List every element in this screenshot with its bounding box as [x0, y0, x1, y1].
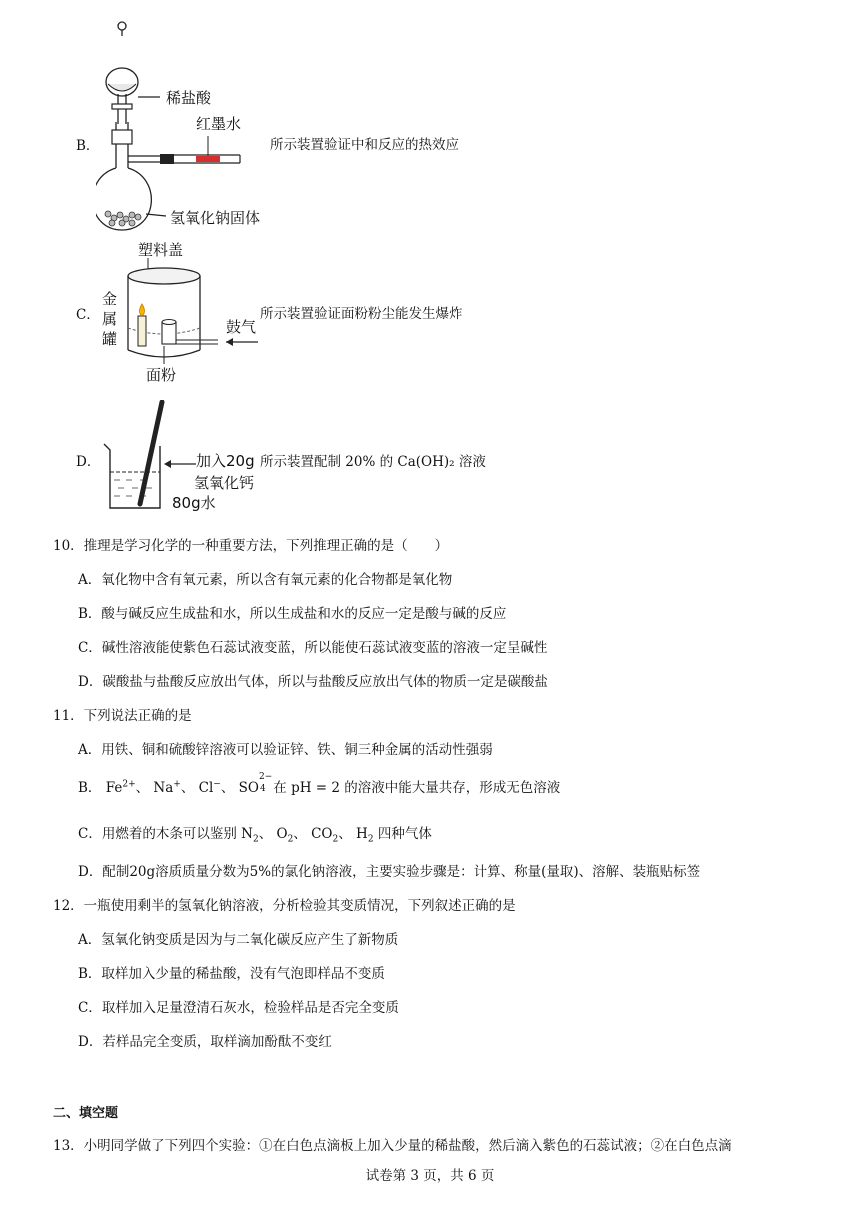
separatory-funnel — [106, 68, 138, 96]
flask-apparatus-diagram — [96, 18, 286, 232]
q10-option-c: C．碱性溶液能使紫色石蕊试液变蓝，所以能使石蕊试液变蓝的溶液一定呈碱性 — [78, 640, 548, 656]
option-c-text: 所示装置验证面粉粉尘能发生爆炸 — [260, 306, 463, 322]
q11-stem: 11．下列说法正确的是 — [53, 708, 192, 724]
q11-option-d: D．配制20g溶质质量分数为5%的氯化钠溶液，主要实验步骤是：计算、称量(量取)、溶解、装瓶贴标签 — [78, 864, 701, 880]
q12-option-d: D．若样品完全变质，取样滴加酚酞不变红 — [78, 1034, 332, 1050]
plastic-lid — [128, 268, 200, 284]
label-dilute-hcl: 稀盐酸 — [166, 89, 212, 107]
option-d-text: 所示装置配制 20% 的 Ca(OH)₂ 溶液 — [260, 454, 486, 470]
label-blow-air: 鼓气 — [226, 318, 257, 336]
q10-stem: 10．推理是学习化学的一种重要方法，下列推理正确的是（ ） — [53, 538, 449, 554]
label-calcium-hydroxide: 氢氧化钙 — [194, 474, 255, 492]
q10-option-b: B．酸与碱反应生成盐和水，所以生成盐和水的反应一定是酸与碱的反应 — [78, 606, 507, 622]
label-metal-can-3: 罐 — [102, 330, 118, 348]
glass-rod — [140, 402, 162, 504]
q12-option-b: B．取样加入少量的稀盐酸，没有气泡即样品不变质 — [78, 966, 385, 982]
section-title: 二、填空题 — [53, 1106, 119, 1121]
option-b-text: 所示装置验证中和反应的热效应 — [270, 137, 459, 153]
label-plastic-lid: 塑料盖 — [138, 241, 184, 259]
q10-option-a: A．氧化物中含有氧元素，所以含有氧元素的化合物都是氧化物 — [78, 572, 453, 588]
q13-stem: 13．小明同学做了下列四个实验：①在白色点滴板上加入少量的稀盐酸，然后滴入紫色的石蕊试液；②在白色点滴 — [53, 1138, 732, 1154]
red-ink-drop — [196, 156, 220, 162]
option-c-letter: C． — [76, 307, 100, 323]
q11-option-b: B． $Fe^{2+}$、 Na+、 Cl−、 SO 2− 4 在 pH = 2 的溶液中能大量共存，形成无色溶液 — [78, 772, 561, 796]
q11-option-a: A．用铁、铜和硫酸锌溶液可以验证锌、铁、铜三种金属的活动性强弱 — [78, 742, 493, 758]
label-80g-water: 80g水 — [172, 494, 216, 512]
label-red-ink: 红墨水 — [196, 115, 242, 133]
label-add-20g: 加入20g — [196, 452, 255, 470]
page-footer: 试卷第 3 页，共 6 页 — [365, 1168, 495, 1184]
option-b-letter: B． — [76, 138, 100, 154]
metal-can-diagram — [118, 258, 268, 368]
candle-flame — [140, 304, 145, 316]
q11-option-c: C．用燃着的木条可以鉴别 $N_2$、 $O_2$、 $CO_2$、 $H_2$ 四种气体 — [78, 826, 432, 845]
flour-cup — [162, 322, 176, 344]
q12-option-c: C．取样加入足量澄清石灰水，检验样品是否完全变质 — [78, 1000, 399, 1016]
option-d-letter: D． — [76, 454, 101, 470]
q12-stem: 12．一瓶使用剩半的氢氧化钠溶液，分析检验其变质情况，下列叙述正确的是 — [53, 898, 516, 914]
label-flour: 面粉 — [146, 366, 177, 384]
candle — [138, 316, 146, 346]
funnel-stopper — [118, 22, 126, 30]
q10-option-d: D．碳酸盐与盐酸反应放出气体，所以与盐酸反应放出气体的物质一定是碳酸盐 — [78, 674, 548, 690]
label-metal-can-1: 金 — [102, 290, 118, 308]
naoh-solid — [105, 211, 141, 226]
q12-option-a: A．氢氧化钠变质是因为与二氧化碳反应产生了新物质 — [78, 932, 399, 948]
stopcock — [112, 104, 132, 109]
label-metal-can-2: 属 — [102, 310, 118, 328]
label-naoh-solid: 氢氧化钠固体 — [170, 209, 261, 227]
flask-stopper — [112, 130, 132, 144]
